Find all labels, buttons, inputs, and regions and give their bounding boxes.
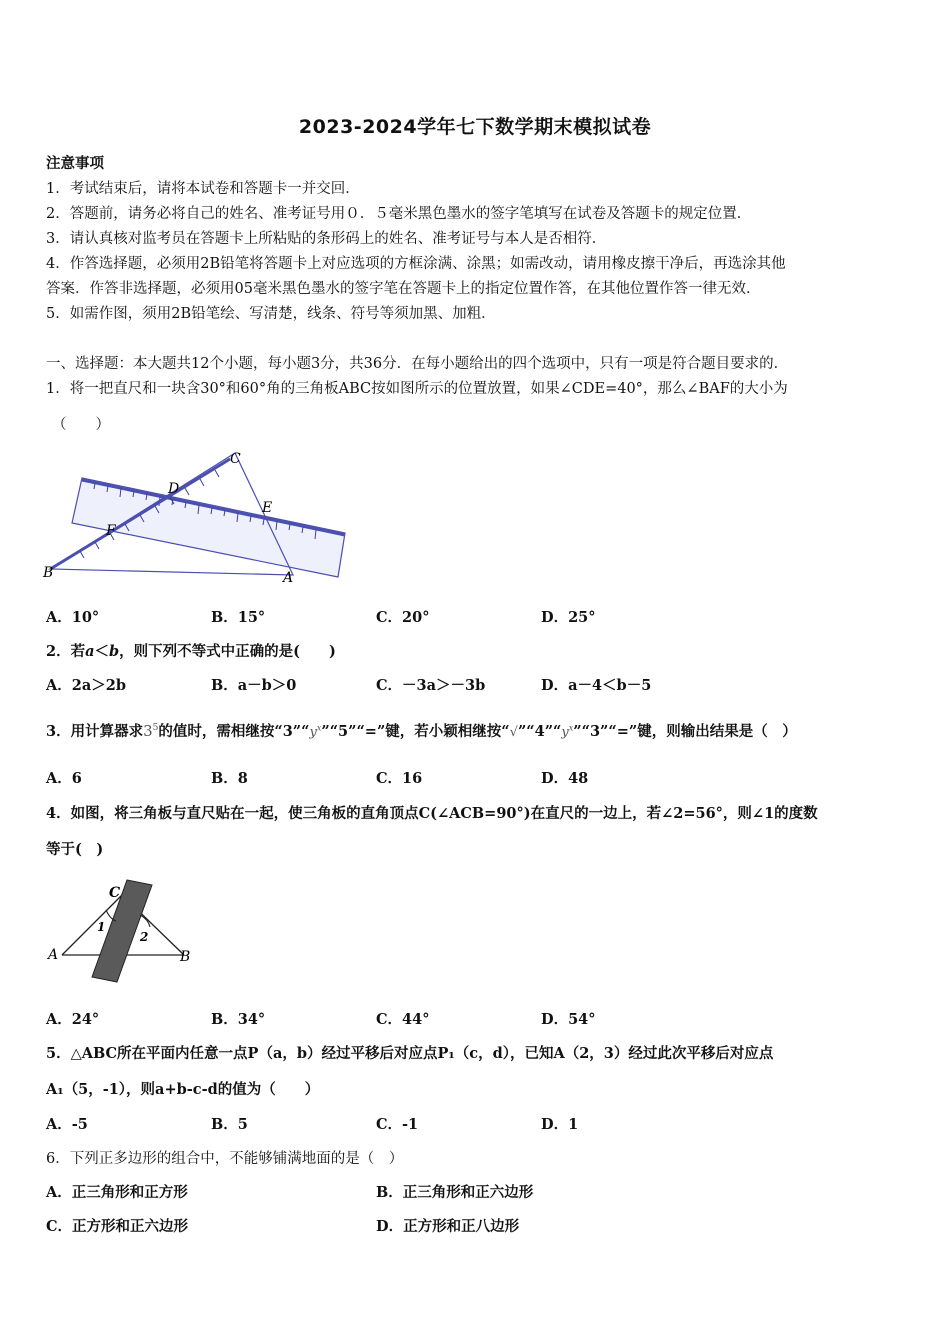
q3-key-x: x (568, 723, 574, 733)
notice-item: 3．请认真核对监考员在答题卡上所粘贴的条形码上的姓名、准考证号与本人是否相符． (46, 231, 607, 247)
q6-option-c[interactable]: C．正方形和正六边形 (46, 1218, 189, 1235)
q3-stem-part: ”“4”“ (517, 723, 562, 740)
q1-option-c[interactable]: C．20° (376, 609, 430, 626)
q1-label-f: F (106, 523, 116, 539)
q2-option-d[interactable]: D．a－4＜b－5 (541, 677, 652, 694)
q2-stem-part: ，则下列不等式中正确的是( ) (119, 643, 336, 660)
q3-stem-part: 的值时，需相继按“3”“ (158, 723, 310, 740)
q5-option-b[interactable]: B．5 (211, 1116, 248, 1133)
q4-label-c: C (109, 885, 121, 901)
q1-label-e: E (262, 500, 273, 516)
q3-key-y: y (309, 725, 317, 740)
q3-option-c[interactable]: C．16 (376, 770, 423, 787)
q2-option-b[interactable]: B．a－b＞0 (211, 677, 297, 694)
q2-less-than: ＜ (94, 643, 109, 660)
q3-option-b[interactable]: B．8 (211, 770, 248, 787)
q3-key-x: x (316, 723, 322, 733)
notice-item: 4．作答选择题，必须用2B铅笔将答题卡上对应选项的方框涂满、涂黑；如需改动，请用橡皮擦干净后，再选涂其他 (46, 256, 786, 272)
q1-figure (40, 445, 360, 590)
q1-label-c: C (230, 451, 241, 467)
q2-var-a: a (85, 643, 95, 660)
q3-power-exp: 5 (152, 723, 159, 734)
q5-option-c[interactable]: C．-1 (376, 1116, 419, 1133)
q1-blank: （ ） (52, 417, 110, 433)
notice-item: 1．考试结束后，请将本试卷和答题卡一并交回． (46, 181, 360, 197)
q1-option-a[interactable]: A．10° (46, 609, 100, 626)
q4-stem-cont: 等于( ) (46, 841, 104, 858)
q3-key-yx (561, 725, 573, 740)
q4-option-b[interactable]: B．34° (211, 1011, 266, 1028)
q6-option-b[interactable]: B．正三角形和正六边形 (376, 1184, 534, 1201)
q5-option-a[interactable]: A．-5 (46, 1116, 88, 1133)
q3-stem-part: ”“5”“=”键，若小颖相继按“ (321, 723, 510, 740)
q4-label-b: B (180, 949, 191, 965)
q3-stem (46, 720, 797, 741)
q4-label-1: 1 (97, 920, 106, 934)
q6-option-d[interactable]: D．正方形和正八边形 (376, 1218, 520, 1235)
q6-stem: 6．下列正多边形的组合中，不能够铺满地面的是（ ） (46, 1151, 404, 1167)
q1-stem: 1．将一把直尺和一块含30°和60°角的三角板ABC按如图所示的位置放置，如果∠CDE=40°，那么∠BAF的大小为 (46, 381, 788, 397)
q4-label-2: 2 (140, 930, 149, 944)
q4-label-a: A (48, 947, 59, 963)
q1-label-d: D (168, 481, 180, 497)
q5-option-d[interactable]: D．1 (541, 1116, 579, 1133)
q3-key-y: y (561, 725, 569, 740)
notice-item: 2．答题前，请务必将自己的姓名、准考证号用０．５毫米黑色墨水的签字笔填写在试卷及答题卡的规定位置． (46, 206, 752, 222)
q3-key-yx (309, 725, 321, 740)
q2-option-c[interactable]: C．－3a＞－3b (376, 677, 486, 694)
q3-power-base: 3 (143, 722, 153, 740)
q1-option-d[interactable]: D．25° (541, 609, 596, 626)
q3-option-d[interactable]: D．48 (541, 770, 589, 787)
q3-stem-part: ”“3”“=”键，则输出结果是（ ） (573, 723, 797, 740)
notice-heading: 注意事项 (46, 155, 104, 172)
q2-option-a[interactable]: A．2a＞2b (46, 677, 126, 694)
q5-stem-cont: A₁（5，-1），则a+b-c-d的值为（ ） (46, 1081, 320, 1098)
q2-stem (46, 640, 336, 661)
q6-option-a[interactable]: A．正三角形和正方形 (46, 1184, 188, 1201)
q3-key-sqrt: √ (509, 725, 518, 740)
q3-option-a[interactable]: A．6 (46, 770, 82, 787)
q1-label-a: A (283, 570, 294, 586)
section-heading: 一、选择题：本大题共12个小题，每小题3分，共36分．在每小题给出的四个选项中，只有一项是符合题目要求的． (46, 356, 789, 372)
notice-item: 5．如需作图，须用2B铅笔绘、写清楚，线条、符号等须加黑、加粗． (46, 306, 496, 322)
q1-label-b: B (43, 565, 54, 581)
q1-option-b[interactable]: B．15° (211, 609, 266, 626)
q4-option-c[interactable]: C．44° (376, 1011, 430, 1028)
notice-item: 答案．作答非选择题，必须用05毫米黑色墨水的签字笔在答题卡上的指定位置作答，在其他位置作答一律无效． (46, 281, 761, 297)
q4-option-d[interactable]: D．54° (541, 1011, 596, 1028)
q5-stem: 5．△ABC所在平面内任意一点P（a，b）经过平移后对应点P₁（c，d），已知A（2，3）经过此次平移后对应点 (46, 1045, 774, 1062)
q3-stem-part: 3．用计算器求 (46, 723, 144, 740)
q4-stem: 4．如图，将三角板与直尺贴在一起，使三角板的直角顶点C(∠ACB=90°)在直尺的一边上，若∠2=56°，则∠1的度数 (46, 805, 818, 822)
page-title: 2023-2024学年七下数学期末模拟试卷 (298, 116, 652, 138)
q4-option-a[interactable]: A．24° (46, 1011, 100, 1028)
q2-var-b: b (109, 643, 120, 660)
q4-figure (44, 875, 204, 990)
q2-stem-part: 2．若 (46, 643, 86, 660)
